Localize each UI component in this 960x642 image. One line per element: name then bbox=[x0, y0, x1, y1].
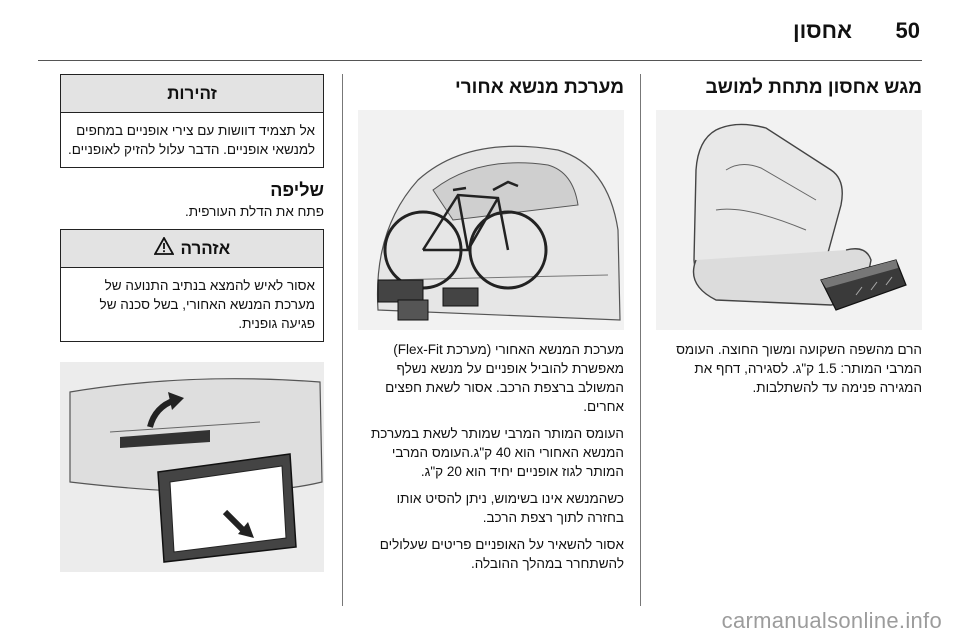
warning-text: אסור לאיש להמצא בנתיב התנועה של מערכת המנשא האחורי, בשל סכנה של פגיעה גופנית. bbox=[99, 278, 315, 331]
bike-carrier-drawing bbox=[358, 110, 624, 330]
rear-carrier-text-2: העומס המותר המרבי שמותר לשאת במערכת המנשא האחורי הוא 40 ק"ג.העומס המרבי המותר לגוז אופניים יחיד הוא 20 ק"ג. bbox=[370, 426, 624, 479]
section-title-underseat-drawer: מגש אחסון מתחת למושב bbox=[705, 77, 922, 98]
page-header bbox=[0, 0, 960, 62]
middle-column bbox=[358, 74, 624, 581]
rear-carrier-text-3: כשהמנשא אינו בשימוש, ניתן להסיט אותו בחזרה לתוך רצפת הרכב. bbox=[396, 491, 624, 525]
pull-out-carrier-illustration bbox=[60, 362, 324, 572]
caution-box bbox=[60, 74, 324, 168]
header-rule bbox=[38, 60, 922, 61]
warning-box bbox=[60, 229, 324, 342]
extraction-text: פתח את הדלת העורפית. bbox=[184, 204, 324, 219]
column-divider-right bbox=[640, 74, 641, 606]
warning-triangle-icon bbox=[154, 231, 174, 269]
seat-drawer-drawing bbox=[656, 110, 922, 330]
rear-carrier-text-4: אסור להשאיר על האופניים פריטים שעלולים להשתחרר במהלך ההובלה. bbox=[379, 537, 624, 571]
caution-text: אל תצמיד דוושות עם צירי אופניים במחפים למנשאי אופניים. הדבר עלול להזיק לאופניים. bbox=[68, 123, 315, 157]
subsection-title-extraction: שליפה bbox=[270, 180, 324, 200]
left-column bbox=[60, 74, 324, 342]
pull-out-carrier-drawing bbox=[60, 362, 324, 572]
column-divider-left bbox=[342, 74, 343, 606]
page-number: 50 bbox=[895, 18, 920, 43]
rear-carrier-text-1: מערכת המנשא האחורי (מערכת Flex-Fit) מאפשרת להוביל אופניים על מנשא נשלף המשולב ברצפת הרכב. אסור לשאת חפצים אחרים. bbox=[385, 342, 624, 414]
chapter-title: אחסון bbox=[792, 18, 852, 43]
right-column bbox=[656, 74, 922, 405]
section-title-rear-carrier: מערכת מנשא אחורי bbox=[455, 77, 624, 98]
warning-heading: אזהרה bbox=[180, 239, 231, 258]
warning-heading-row bbox=[61, 230, 323, 268]
bike-carrier-illustration bbox=[358, 110, 624, 330]
underseat-drawer-text: הרם מהשפה השקועה ומשוך החוצה. העומס המרבי המותר: 1.5 ק"ג. לסגירה, דחף את המגירה פנימה עד להשתלבות. bbox=[676, 342, 922, 395]
seat-drawer-illustration bbox=[656, 110, 922, 330]
watermark: carmanualsonline.info bbox=[721, 608, 942, 633]
caution-heading: זהירות bbox=[61, 75, 323, 113]
